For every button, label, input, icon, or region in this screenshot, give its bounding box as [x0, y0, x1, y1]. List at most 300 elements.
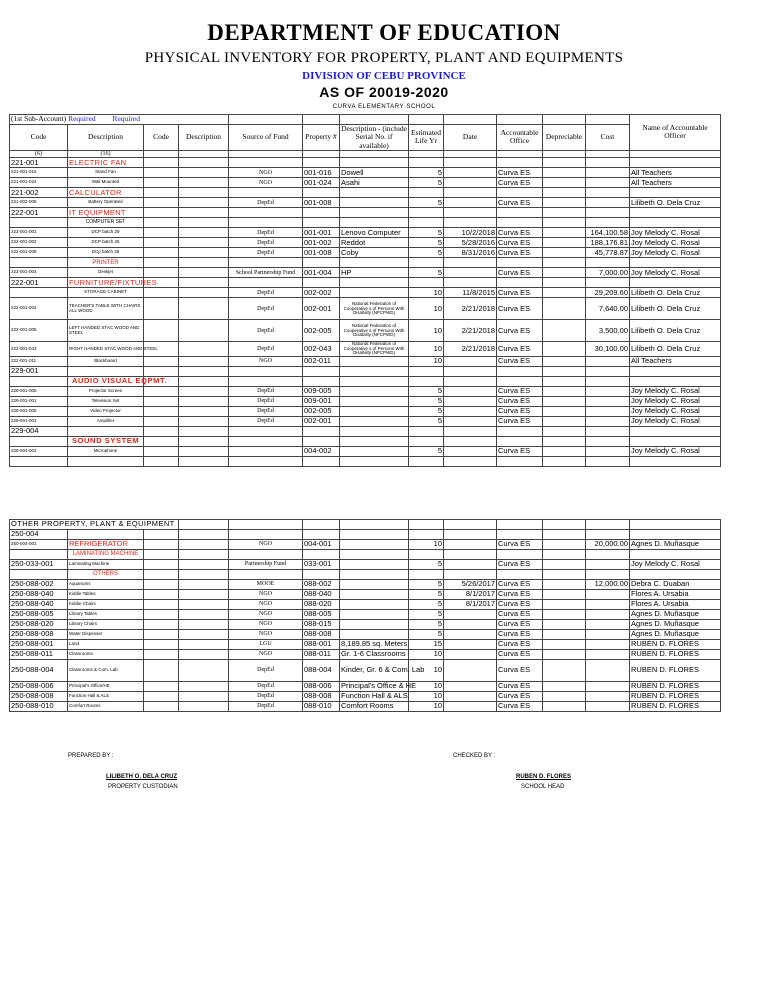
table-cell [630, 436, 721, 446]
column-number: (16) [68, 150, 144, 158]
table-cell [303, 426, 340, 436]
cost-value [586, 610, 630, 620]
table-cell [543, 366, 586, 376]
estimated-life: 10 [409, 320, 444, 342]
property-number: 088-008 [303, 630, 340, 640]
table-cell [144, 416, 179, 426]
estimated-life: 10 [409, 702, 444, 712]
item-description: Water Dispenser [68, 630, 144, 640]
source-of-fund: MOOE [229, 580, 303, 590]
property-number: 088-020 [303, 600, 340, 610]
date-acquired [444, 540, 497, 550]
table-cell [144, 238, 179, 248]
table-cell [144, 692, 179, 702]
table-row [10, 218, 721, 228]
property-number: 088-002 [303, 580, 340, 590]
table-cell [340, 550, 409, 560]
accountable-office: Curva ES [497, 630, 543, 640]
accountable-office: Curva ES [497, 356, 543, 366]
table-cell [179, 560, 229, 570]
table-cell [144, 590, 179, 600]
estimated-life-header: Estimated Life Yr [409, 125, 444, 151]
property-number: 088-006 [303, 682, 340, 692]
table-cell [543, 530, 586, 540]
table-row [10, 386, 721, 396]
estimated-life: 5 [409, 396, 444, 406]
table-cell [630, 218, 721, 228]
item-code: 250-088-040 [10, 590, 68, 600]
table-cell [144, 208, 179, 218]
depreciable-header: Depreciable [543, 125, 586, 151]
accountable-officer: Joy Melody C. Rosal [630, 446, 721, 456]
cost-value [586, 640, 630, 650]
accountable-officer: Joy Melody C. Rosal [630, 248, 721, 258]
source-of-fund: NGO [229, 590, 303, 600]
checker-name: RUBEN D. FLORES [516, 774, 572, 780]
date-acquired [444, 268, 497, 278]
cost-value [586, 168, 630, 178]
table-cell [229, 550, 303, 560]
table-cell [179, 600, 229, 610]
item-description: Amplifier [68, 416, 144, 426]
accountable-officer: RUBEN D. FLORES [630, 682, 721, 692]
table-cell [179, 178, 229, 188]
source-of-fund: DepEd [229, 238, 303, 248]
item-code: 222-001-008 [10, 248, 68, 258]
table-cell [303, 258, 340, 268]
item-code: 222-001-004 [10, 268, 68, 278]
accountable-office: Curva ES [497, 692, 543, 702]
depreciable-cell [543, 580, 586, 590]
property-number: 088-001 [303, 640, 340, 650]
property-number: 088-015 [303, 620, 340, 630]
date-acquired: 2/21/2018 [444, 298, 497, 320]
date-acquired [444, 416, 497, 426]
item-code: 250-088-040 [10, 600, 68, 610]
group-name [68, 530, 144, 540]
item-code: 221-001-016 [10, 168, 68, 178]
table-cell [586, 436, 630, 446]
accountable-officer: Agnes D. Muñasque [630, 620, 721, 630]
table-cell [144, 436, 179, 446]
table-cell [409, 550, 444, 560]
item-code: 221-001-024 [10, 178, 68, 188]
cost-value [586, 600, 630, 610]
estimated-life: 5 [409, 386, 444, 396]
accountable-office: Curva ES [497, 446, 543, 456]
cost-value [586, 620, 630, 630]
table-cell [179, 416, 229, 426]
depreciable-cell [543, 342, 586, 357]
table-cell [144, 702, 179, 712]
header-cell [340, 115, 409, 125]
table-cell [144, 268, 179, 278]
depreciable-cell [543, 396, 586, 406]
table-cell [630, 550, 721, 560]
date-acquired [444, 406, 497, 416]
table-cell [630, 158, 721, 168]
table-cell [179, 570, 229, 580]
serial-description [340, 356, 409, 366]
source-of-fund: NGO [229, 600, 303, 610]
date-acquired [444, 446, 497, 456]
table-row [10, 406, 721, 416]
table-cell [179, 228, 229, 238]
header-row-2 [10, 125, 721, 151]
table-cell [497, 570, 543, 580]
table-cell [179, 238, 229, 248]
table-cell [586, 530, 630, 540]
date-acquired [444, 560, 497, 570]
table-cell [303, 376, 340, 386]
item-description: TEACHER'S TABLE WITH CHAIRS ALL WOOD [68, 298, 144, 320]
source-of-fund: DepEd [229, 416, 303, 426]
table-cell [179, 682, 229, 692]
table-cell [497, 456, 543, 466]
table-cell [144, 630, 179, 640]
property-number: 088-040 [303, 590, 340, 600]
source-of-fund: DepEd [229, 692, 303, 702]
source-of-fund: LGU [229, 640, 303, 650]
table-cell [586, 426, 630, 436]
table-cell [630, 520, 721, 530]
table-cell [179, 540, 229, 550]
sub-account-label: (1st Sub-Account) [11, 114, 69, 124]
source-of-fund: NGO [229, 540, 303, 550]
accountable-officer: Debra C. Duaban [630, 580, 721, 590]
estimated-life: 5 [409, 268, 444, 278]
table-cell [409, 218, 444, 228]
cost-value [586, 560, 630, 570]
table-cell [144, 580, 179, 590]
source-of-fund: DepEd [229, 682, 303, 692]
source-of-fund: DepEd [229, 320, 303, 342]
table-row [10, 258, 721, 268]
accountable-officer: Joy Melody C. Rosal [630, 268, 721, 278]
date-acquired [444, 650, 497, 660]
accountable-officer: RUBEN D. FLORES [630, 692, 721, 702]
group-code: 222-001 [10, 278, 68, 288]
table-cell [303, 158, 340, 168]
serial-description: Function Hall & ALS [341, 691, 408, 701]
table-cell [144, 406, 179, 416]
serial-description [340, 610, 409, 620]
table-cell [10, 456, 68, 466]
table-cell [144, 178, 179, 188]
table-row [10, 366, 721, 376]
item-description: Wall Mounted [68, 178, 144, 188]
table-row [10, 188, 721, 198]
table-cell [229, 218, 303, 228]
accountable-officer: All Teachers [630, 356, 721, 366]
description-header: Description [179, 125, 229, 151]
serial-description: Asahi [340, 178, 409, 188]
table-cell [179, 692, 229, 702]
table-row [10, 446, 721, 456]
code-header: Code [144, 125, 179, 151]
table-cell [497, 258, 543, 268]
estimated-life: 5 [409, 416, 444, 426]
table-cell [444, 218, 497, 228]
table-cell [179, 446, 229, 456]
source-of-fund: NGO [229, 178, 303, 188]
date-header: Date [444, 125, 497, 151]
table-cell [409, 208, 444, 218]
table-cell [179, 630, 229, 640]
header-cell [409, 115, 444, 125]
table-cell [497, 208, 543, 218]
cost-value: 20,000.00 [586, 540, 630, 550]
cost-value: 7,000.00 [586, 268, 630, 278]
table-cell [543, 520, 586, 530]
accountable-office: Curva ES [497, 682, 543, 692]
item-code: 222-001-001 [10, 228, 68, 238]
item-code: 229-001-001 [10, 416, 68, 426]
estimated-life: 5 [409, 580, 444, 590]
table-row [10, 268, 721, 278]
table-row [10, 228, 721, 238]
table-cell [10, 550, 68, 560]
table-cell [409, 188, 444, 198]
table-cell [543, 426, 586, 436]
depreciable-cell [543, 298, 586, 320]
accountable-officer: Lilibeth O. Dela Cruz [630, 342, 721, 357]
page-title: DEPARTMENT OF EDUCATION [207, 20, 561, 45]
table-cell [340, 426, 409, 436]
date-acquired: 5/26/2017 [444, 580, 497, 590]
table-row [10, 178, 721, 188]
other-ppe-table [9, 519, 721, 712]
sub-account-header [10, 115, 229, 125]
estimated-life: 5 [409, 168, 444, 178]
preparer-name: LILIBETH O. DELA CRUZ [106, 774, 178, 780]
estimated-life: 5 [409, 248, 444, 258]
subgroup-label: OTHERS [68, 570, 144, 580]
item-description: Deskjet [68, 268, 144, 278]
group-code: 221-001 [10, 158, 68, 168]
accountable-office: Curva ES [497, 600, 543, 610]
table-cell [303, 218, 340, 228]
source-of-fund: NGO [229, 650, 303, 660]
cost-value [586, 386, 630, 396]
property-number: 009-001 [303, 396, 340, 406]
table-cell [409, 530, 444, 540]
accountable-office: Curva ES [497, 396, 543, 406]
item-description: Projector Screen [68, 386, 144, 396]
property-number: 004-001 [303, 540, 340, 550]
as-of-label: AS OF 20019-2020 [319, 84, 449, 100]
item-code: 229-001-005 [10, 386, 68, 396]
table-cell [586, 550, 630, 560]
table-cell [144, 298, 179, 320]
table-cell [444, 436, 497, 446]
item-description: DCP batch 29 [68, 228, 144, 238]
table-cell [229, 188, 303, 198]
table-cell [179, 640, 229, 650]
item-code: 250-004-001 [10, 540, 68, 550]
header-cell [586, 115, 630, 125]
table-cell [444, 520, 497, 530]
accountable-officer: All Teachers [630, 178, 721, 188]
subgroup-label: PRINTER [68, 258, 144, 268]
serial-description: Lenovo Computer [340, 228, 409, 238]
table-cell [543, 208, 586, 218]
table-cell [179, 356, 229, 366]
source-of-fund-header: Source of Fund [229, 125, 303, 151]
table-cell [409, 158, 444, 168]
estimated-life: 5 [409, 446, 444, 456]
table-cell [144, 682, 179, 692]
item-description: Kiddie Chairs [68, 600, 144, 610]
subgroup-label: LAMINATING MACHINE [68, 550, 144, 560]
accountable-officer: RUBEN D. FLORES [630, 650, 721, 660]
item-description: Television Set [68, 396, 144, 406]
estimated-life: 10 [409, 692, 444, 702]
table-cell [179, 248, 229, 258]
accountable-office: Curva ES [497, 288, 543, 298]
table-cell [586, 158, 630, 168]
table-cell [144, 426, 179, 436]
table-cell [586, 366, 630, 376]
depreciable-cell [543, 560, 586, 570]
accountable-office: Curva ES [497, 268, 543, 278]
table-cell [444, 456, 497, 466]
table-cell [303, 550, 340, 560]
table-cell [497, 366, 543, 376]
date-acquired [444, 630, 497, 640]
item-description: LEFT HANDED STAC WOOD AND STEEL [68, 320, 144, 342]
table-cell [179, 610, 229, 620]
table-cell [340, 520, 409, 530]
accountable-office: Curva ES [497, 168, 543, 178]
table-cell [229, 570, 303, 580]
table-cell [630, 188, 721, 198]
table-cell [444, 188, 497, 198]
table-cell [144, 570, 179, 580]
cost-value [586, 356, 630, 366]
table-cell [144, 396, 179, 406]
table-row [10, 570, 721, 580]
accountable-office-header: Accountable Office [497, 125, 543, 151]
group-name: FURNITURE/FIXTURES [69, 277, 157, 287]
other-header-row [10, 520, 721, 530]
accountable-office: Curva ES [497, 248, 543, 258]
group-name: ELECTRIC FAN [68, 158, 144, 168]
table-cell [179, 150, 229, 158]
accountable-officer: Joy Melody C. Rosal [630, 238, 721, 248]
table-cell [543, 188, 586, 198]
table-cell [497, 150, 543, 158]
accountable-office: Curva ES [497, 342, 543, 357]
preparer-title: PROPERTY CUSTODIAN [108, 784, 178, 790]
item-description: Principal's Office/HE [68, 682, 144, 692]
table-cell [179, 530, 229, 540]
date-acquired: 5/28/2016 [444, 238, 497, 248]
item-code: 229-001-001 [10, 396, 68, 406]
table-cell [144, 320, 179, 342]
table-cell [409, 376, 444, 386]
table-cell [497, 550, 543, 560]
group-name: AUDIO VISUAL EQPMT. [68, 376, 144, 386]
table-cell [229, 520, 303, 530]
item-code: 250-088-001 [10, 640, 68, 650]
estimated-life: 10 [409, 682, 444, 692]
table-cell [303, 570, 340, 580]
table-cell [144, 366, 179, 376]
table-cell [444, 570, 497, 580]
table-cell [179, 208, 229, 218]
property-number: 088-008 [303, 692, 340, 702]
cost-value [586, 650, 630, 660]
table-cell [144, 550, 179, 560]
accountable-office: Curva ES [497, 640, 543, 650]
date-acquired [444, 702, 497, 712]
table-cell [340, 570, 409, 580]
property-number: 004-002 [303, 446, 340, 456]
table-cell [144, 446, 179, 456]
table-cell [229, 426, 303, 436]
table-cell [409, 150, 444, 158]
accountable-office: Curva ES [497, 406, 543, 416]
accountable-officer: Flores A. Ursabia [630, 600, 721, 610]
date-acquired: 8/31/2016 [444, 248, 497, 258]
table-cell [497, 520, 543, 530]
table-cell [409, 520, 444, 530]
item-code: 250-088-004 [10, 660, 68, 682]
estimated-life: 5 [409, 406, 444, 416]
item-description: Function Hall & ALS [68, 692, 144, 702]
table-cell [543, 550, 586, 560]
table-row [10, 640, 721, 650]
table-cell [179, 520, 229, 530]
depreciable-cell [543, 630, 586, 640]
required-label: Required [68, 114, 96, 124]
item-code: 221-002-008 [10, 198, 68, 208]
cost-value [586, 660, 630, 682]
estimated-life: 5 [409, 238, 444, 248]
table-cell [229, 366, 303, 376]
table-cell [630, 570, 721, 580]
property-number: 088-004 [303, 660, 340, 682]
property-number: 001-016 [303, 168, 340, 178]
table-row [10, 630, 721, 640]
date-acquired [444, 692, 497, 702]
date-acquired: 11/8/2015 [444, 288, 497, 298]
serial-description: Coby [340, 248, 409, 258]
depreciable-cell [543, 288, 586, 298]
header-row-1 [10, 115, 721, 125]
table-cell [444, 550, 497, 560]
table-row [10, 238, 721, 248]
item-description: Microphone [68, 446, 144, 456]
table-cell [179, 580, 229, 590]
table-cell [144, 258, 179, 268]
source-of-fund: NGO [229, 356, 303, 366]
table-cell [179, 660, 229, 682]
cost-value [586, 692, 630, 702]
table-cell [144, 168, 179, 178]
accountable-office: Curva ES [497, 540, 543, 550]
cost-value [586, 446, 630, 456]
table-cell [543, 456, 586, 466]
table-cell [179, 590, 229, 600]
source-of-fund: DepEd [229, 298, 303, 320]
table-row [10, 610, 721, 620]
group-name: CALCULATOR [68, 188, 144, 198]
serial-description [340, 406, 409, 416]
table-cell [630, 150, 721, 158]
date-acquired [444, 178, 497, 188]
